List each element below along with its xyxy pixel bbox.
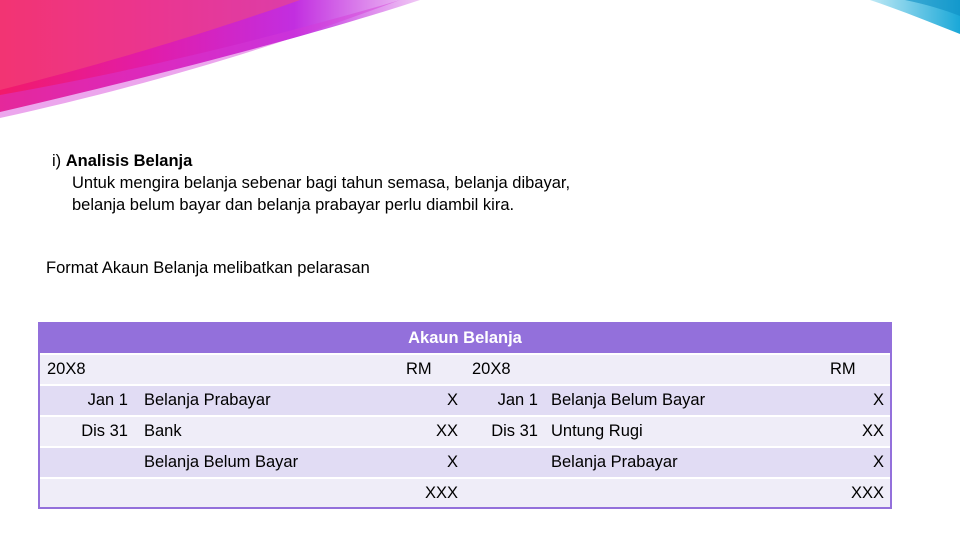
left-description: Belanja Prabayar (144, 391, 271, 409)
left-date: Jan 1 (87, 391, 128, 409)
left-amount: X (446, 453, 458, 471)
left-amount: XX (435, 422, 458, 440)
heading-desc-line-2: belanja belum bayar dan belanja prabayar perlu diambil kira. (72, 196, 515, 214)
right-date: Dis 31 (491, 422, 538, 440)
right-description: Belanja Prabayar (551, 453, 678, 471)
right-description: Untung Rugi (551, 422, 643, 440)
right-date: Jan 1 (497, 391, 538, 409)
ledger-totals-row (40, 479, 890, 507)
heading-title-line (52, 150, 570, 172)
right-amount: XX (861, 422, 884, 440)
left-total: XXX (424, 484, 458, 502)
decorative-header-swoosh (0, 0, 960, 120)
left-rm-header: RM (406, 360, 432, 378)
section-heading (52, 150, 570, 216)
left-date: Dis 31 (81, 422, 128, 440)
heading-title: Analisis Belanja (65, 152, 193, 170)
right-amount: X (872, 453, 884, 471)
ledger-row (40, 448, 890, 479)
right-total: XXX (850, 484, 884, 502)
right-year: 20X8 (472, 360, 511, 378)
ledger-row (40, 386, 890, 417)
intro-text: Format Akaun Belanja melibatkan pelarasan (46, 259, 370, 277)
left-description: Belanja Belum Bayar (144, 453, 299, 471)
left-description: Bank (144, 422, 182, 440)
left-amount: X (446, 391, 458, 409)
right-rm-header: RM (830, 360, 856, 378)
heading-desc-line-1: Untuk mengira belanja sebenar bagi tahun semasa, belanja dibayar, (72, 174, 571, 192)
ledger-header-row (40, 355, 890, 386)
expense-account-ledger (38, 322, 892, 509)
left-year: 20X8 (47, 360, 86, 378)
ledger-title: Akaun Belanja (40, 324, 890, 355)
right-description: Belanja Belum Bayar (551, 391, 706, 409)
right-amount: X (872, 391, 884, 409)
heading-numeral: i) (52, 152, 62, 170)
ledger-row (40, 417, 890, 448)
